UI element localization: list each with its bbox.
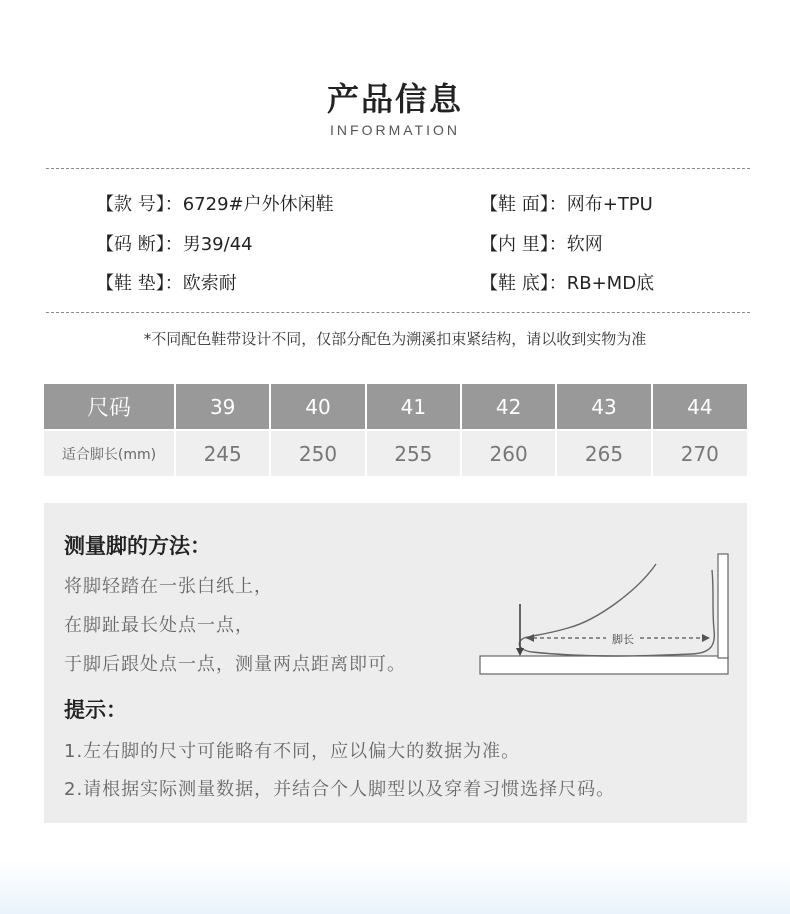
spec-label: 【鞋 垫】： xyxy=(96,273,183,294)
divider-bottom xyxy=(46,312,750,313)
tip-item: 2.请根据实际测量数据，并结合个人脚型以及穿着习惯选择尺码。 xyxy=(64,779,616,800)
floor-slab xyxy=(480,656,728,674)
spec-value: 男39/44 xyxy=(182,234,253,255)
length-arrow-left-icon xyxy=(526,634,534,642)
size-cell: 41 xyxy=(366,384,461,430)
size-header-label: 尺码 xyxy=(44,384,175,430)
size-table xyxy=(44,384,747,476)
divider-top xyxy=(46,168,750,169)
spec-label: 【款 号】： xyxy=(96,194,183,215)
foot-length-cell: 270 xyxy=(652,430,747,476)
spec-label: 【内 里】： xyxy=(480,234,567,255)
lace-note: *不同配色鞋带设计不同，仅部分配色为溯溪扣束紧结构，请以收到实物为准 xyxy=(143,330,647,348)
size-cell: 44 xyxy=(652,384,747,430)
foot-length-cell: 265 xyxy=(556,430,651,476)
spec-label: 【鞋 底】： xyxy=(480,273,567,294)
foot-length-label: 适合脚长(mm) xyxy=(44,430,175,476)
foot-length-cell: 260 xyxy=(461,430,556,476)
size-cell: 39 xyxy=(175,384,270,430)
foot-length-cell: 250 xyxy=(270,430,365,476)
spec-size-range xyxy=(96,230,253,256)
tip-item: 1.左右脚的尺寸可能略有不同，应以偏大的数据为准。 xyxy=(64,741,521,762)
spec-value: 欧索耐 xyxy=(182,273,237,294)
spec-lining xyxy=(480,230,603,256)
spec-upper xyxy=(480,190,653,216)
foot-length-cell: 255 xyxy=(366,430,461,476)
foot-length-cell: 245 xyxy=(175,430,270,476)
spec-insole xyxy=(96,269,237,295)
size-cell: 43 xyxy=(556,384,651,430)
size-cell: 40 xyxy=(270,384,365,430)
foot-length-row xyxy=(44,430,747,476)
measure-heading: 测量脚的方法： xyxy=(64,534,211,558)
page-subtitle: INFORMATION xyxy=(330,122,460,138)
tips-heading: 提示： xyxy=(64,698,127,722)
length-arrow-right-icon xyxy=(702,634,710,642)
spec-label: 【码 断】： xyxy=(96,234,183,255)
wall xyxy=(718,554,728,658)
heel-arrow-icon xyxy=(516,648,524,656)
spec-style-no xyxy=(96,190,334,216)
spec-value: RB+MD底 xyxy=(566,273,655,294)
foot-measure-illustration xyxy=(478,550,734,680)
size-cell: 42 xyxy=(461,384,556,430)
measure-step: 将脚轻踏在一张白纸上， xyxy=(64,576,273,597)
measure-step: 于脚后跟处点一点，测量两点距离即可。 xyxy=(64,654,406,675)
spec-value: 6729#户外休闲鞋 xyxy=(182,194,334,215)
spec-label: 【鞋 面】： xyxy=(480,194,567,215)
page-title: 产品信息 xyxy=(326,80,463,118)
spec-value: 网布+TPU xyxy=(566,194,653,215)
size-header-row xyxy=(44,384,747,430)
foot-length-label: 脚长 xyxy=(612,633,634,646)
spec-outsole xyxy=(480,269,654,295)
measure-step: 在脚趾最长处点一点， xyxy=(64,615,254,636)
spec-value: 软网 xyxy=(566,234,603,255)
